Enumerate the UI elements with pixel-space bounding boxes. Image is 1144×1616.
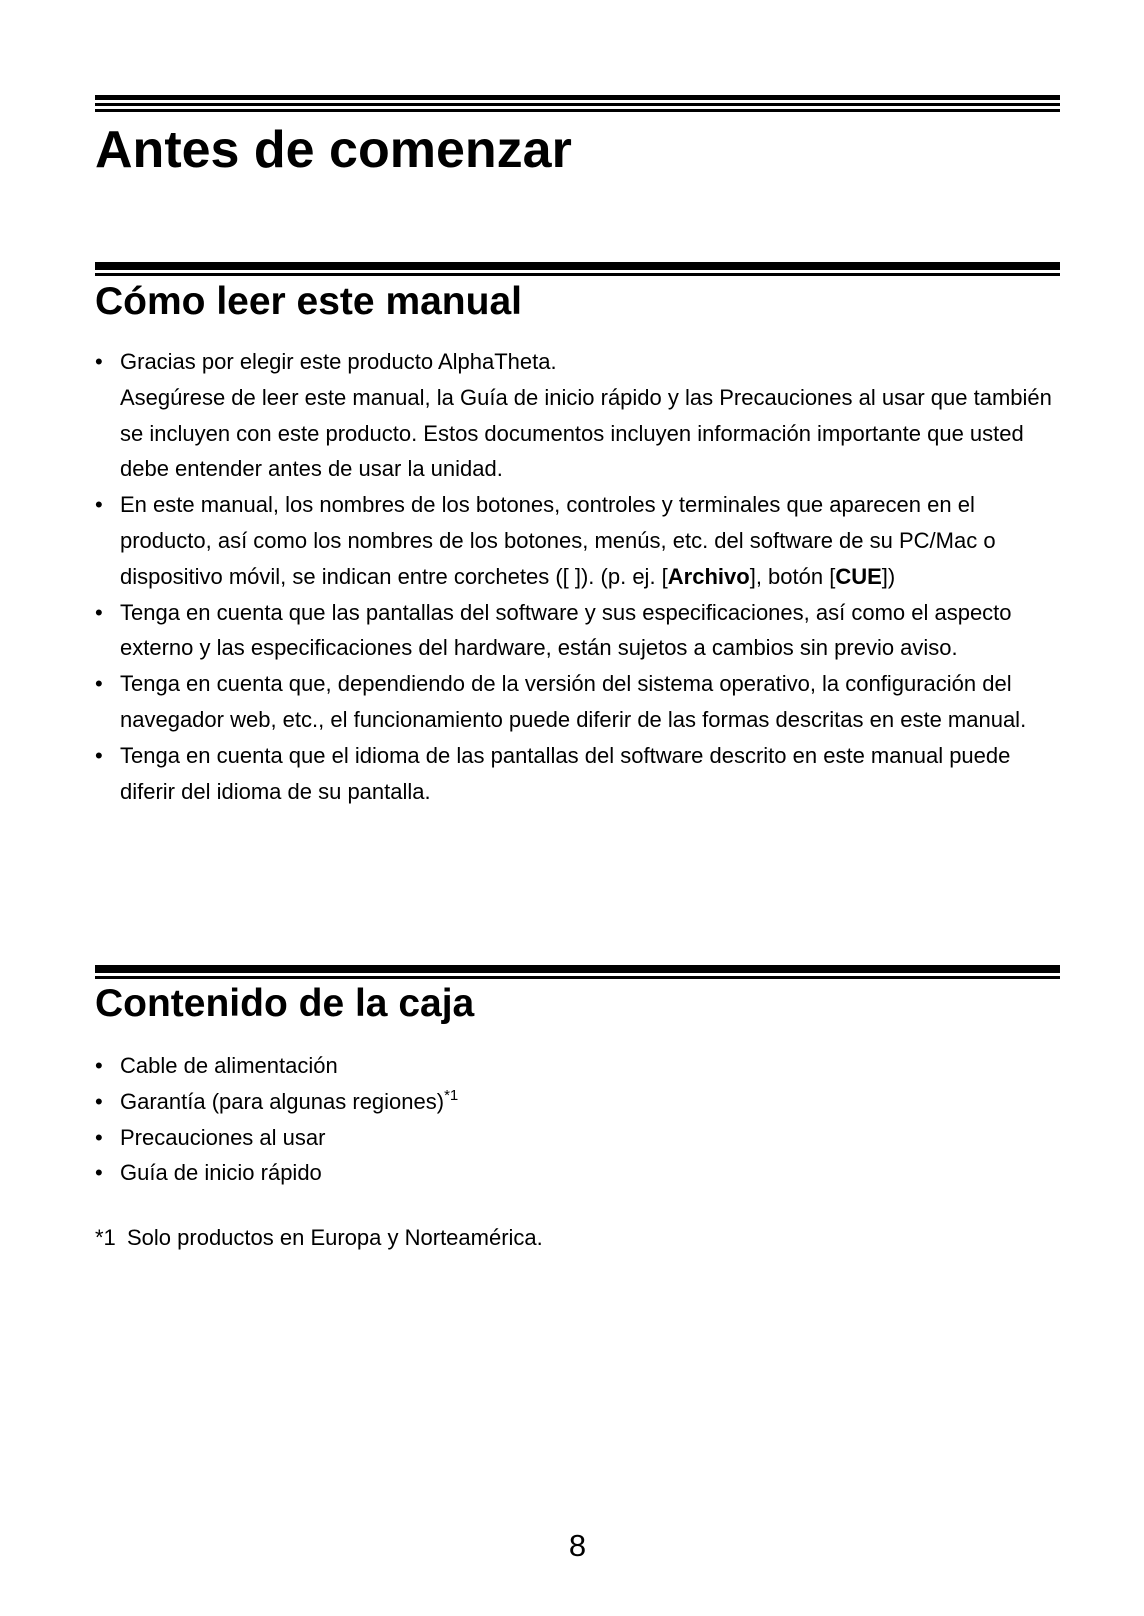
title-rule (95, 95, 1060, 112)
list-item (95, 666, 1060, 738)
list-item-text: Cable de alimentación (120, 1053, 338, 1078)
footnote (95, 1222, 543, 1254)
list-item-text: Gracias por elegir este producto AlphaTheta. (120, 349, 557, 374)
bullet-glyph: • (95, 1124, 103, 1150)
section-rule-1 (95, 262, 1060, 276)
list-item (95, 595, 1060, 667)
footnote-mark: *1 (95, 1225, 116, 1250)
list-item-text: Tenga en cuenta que las pantallas del software y sus especificaciones, así como el aspecto externo y las especificaciones del hardware, están sujetos a cambios sin previo aviso. (120, 599, 1012, 661)
bold-term-cue: CUE (835, 563, 882, 589)
box-contents-list (95, 1048, 1060, 1191)
list-item-text: Tenga en cuenta que el idioma de las pantallas del software descrito en este manual puede diferir del idioma de su pantalla. (120, 742, 1011, 804)
list-item (95, 487, 1060, 594)
bullet-glyph: • (95, 671, 103, 697)
list-item (95, 1155, 1060, 1191)
page-number: 8 (568, 1528, 587, 1563)
footnote-text: Solo productos en Europa y Norteamérica. (127, 1225, 543, 1250)
bold-term-archivo: Archivo (667, 563, 750, 589)
list-item-text: Precauciones al usar (120, 1124, 326, 1150)
page-title: Antes de comenzar (95, 121, 572, 179)
list-item-text: Asegúrese de leer este manual, la Guía de inicio rápido y las Precauciones al usar que también se incluyen con este producto. Estos documentos incluyen información importante que usted debe entender antes de usar la unidad. (120, 384, 1052, 482)
list-item (95, 1048, 1060, 1084)
bullet-glyph: • (95, 742, 103, 768)
document-page (95, 0, 1060, 1616)
bullet-glyph: • (95, 599, 103, 625)
list-item (95, 344, 1060, 487)
bullet-glyph: • (95, 1053, 103, 1078)
footnote-reference: *1 (444, 1086, 459, 1104)
list-item (95, 1120, 1060, 1156)
list-item-text: ], botón [ (749, 563, 836, 589)
section-heading-how-to-read: Cómo leer este manual (95, 280, 522, 323)
how-to-read-list (95, 344, 1060, 809)
list-item-text: Guía de inicio rápido (120, 1160, 322, 1186)
section-rule-2 (95, 965, 1060, 979)
list-item (95, 1084, 1060, 1120)
section-heading-box-contents: Contenido de la caja (95, 982, 475, 1025)
list-item-text: Garantía (para algunas regiones) (120, 1088, 445, 1114)
bullet-glyph: • (95, 1088, 103, 1114)
list-item-text: Tenga en cuenta que, dependiendo de la versión del sistema operativo, la configuración del navegador web, etc., el funcionamiento puede diferir de las formas descritas en este manual. (120, 671, 1027, 732)
bullet-glyph: • (95, 492, 103, 518)
list-item-text: ]) (881, 563, 896, 589)
bullet-glyph: • (95, 349, 103, 374)
bullet-glyph: • (95, 1160, 103, 1186)
list-item-text: En este manual, los nombres de los botones, controles y terminales que aparecen en el producto, así como los nombres de los botones, menús, etc. del software de su PC/Mac o dispositivo móvil, se indican entre corchetes ([ ]). (p. ej. [ (120, 492, 996, 589)
list-item (95, 738, 1060, 810)
